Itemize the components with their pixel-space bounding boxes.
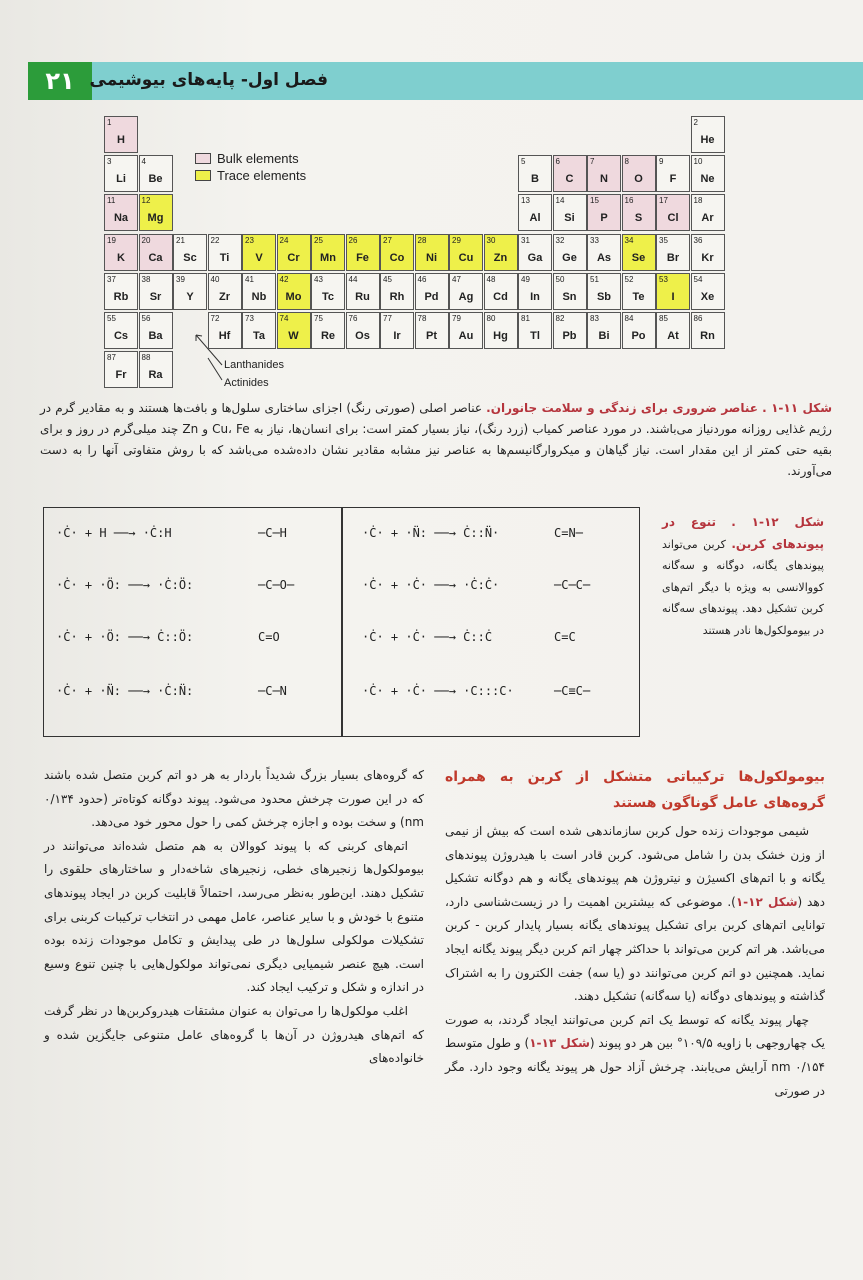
figure-1-11-label: شکل ۱۱-۱ . [762, 401, 832, 415]
element-cell-tl [518, 312, 552, 349]
legend-trace [195, 167, 306, 184]
element-number: 21 [176, 235, 185, 245]
element-symbol: Sc [183, 251, 197, 264]
element-number: 42 [279, 274, 289, 284]
element-number: 84 [624, 314, 634, 323]
element-cell-sr [139, 273, 173, 310]
element-cell-ba [139, 312, 173, 349]
element-symbol: In [530, 290, 540, 303]
element-number: 29 [452, 235, 461, 245]
element-symbol: Tl [530, 330, 540, 342]
right-paragraph-2 [445, 1009, 825, 1103]
element-number: 53 [659, 274, 668, 284]
legend-bulk-swatch [195, 153, 211, 164]
element-cell-n [587, 155, 621, 192]
element-symbol: S [634, 212, 643, 225]
element-symbol: At [667, 330, 679, 342]
element-cell-cu [449, 234, 483, 271]
element-cell-h [104, 116, 138, 153]
element-cell-ne [691, 155, 725, 192]
element-cell-fr [104, 351, 138, 388]
element-cell-as [587, 234, 621, 271]
element-symbol: Mn [320, 251, 336, 264]
element-number: 14 [555, 196, 565, 206]
element-number: 83 [590, 314, 599, 323]
figure-1-12-label: شکل ۱۲-۱ . [731, 515, 824, 529]
element-cell-os [346, 312, 380, 349]
left-paragraph-3: اغلب مولکول‌ها را می‌توان به عنوان مشتقات هیدروکربن‌ها در نظر گرفت که اتم‌های هیدروژن در آن‌ها با گروه‌های عامل متنوعی جایگزین شده و خانواده‌های [44, 1003, 424, 1066]
element-number: 16 [624, 196, 634, 206]
element-cell-br [656, 234, 690, 271]
element-cell-cr [277, 234, 311, 271]
element-number: 54 [693, 274, 703, 284]
left-column [44, 764, 424, 1071]
element-symbol: Na [113, 212, 129, 225]
element-symbol: Hf [218, 330, 231, 342]
element-symbol: Xe [700, 290, 715, 303]
figure-1-12-title: تنوع در پیوندهای کربن. [662, 515, 825, 551]
element-number: 11 [107, 196, 116, 206]
element-cell-ar [691, 194, 725, 231]
element-cell-b [518, 155, 552, 192]
element-cell-be [139, 155, 173, 192]
element-symbol: Rb [113, 290, 129, 303]
element-cell-in [518, 273, 552, 310]
right-p2b-text: ) و طول متوسط ۰/۱۵۴ nm آرایش می‌یابند. چرخش آزاد حول هر پیوند یگانه وجود دارد. مگر در صورتی [445, 1036, 825, 1098]
element-number: 28 [417, 235, 427, 245]
element-cell-tc [311, 273, 345, 310]
element-cell-zr [208, 273, 242, 310]
bond-equation-left-4: ·Ċ· + ·N̈: ──→ ·Ċ:N̈: [56, 684, 194, 698]
element-number: 72 [210, 314, 220, 323]
right-p1-text: شیمی موجودات زنده حول کربن سازماندهی شده است که بیش از نیمی از وزن خشک بدن را شامل می‌شود. کربن قادر است با هیدروژن پیوندهای یگانه و با اتم‌های اکسیژن و نیتروژن هم پیوندهای یگانه و هم دوگانه تشکیل دهد ( [445, 824, 825, 909]
element-number: 24 [279, 235, 289, 245]
element-symbol: H [117, 134, 125, 146]
element-number: 75 [314, 314, 323, 323]
element-number: 41 [245, 274, 254, 284]
element-symbol: Se [631, 251, 646, 264]
element-symbol: Ir [393, 330, 401, 342]
element-symbol: Ga [527, 251, 543, 264]
element-symbol: Ba [148, 330, 163, 342]
element-symbol: Rn [700, 330, 715, 342]
legend-trace-swatch [195, 170, 211, 181]
element-symbol: B [531, 173, 539, 186]
element-cell-au [449, 312, 483, 349]
element-number: 23 [245, 235, 254, 245]
bond-structure-right-2: ─C─C─ [554, 578, 591, 592]
element-cell-li [104, 155, 138, 192]
element-cell-cs [104, 312, 138, 349]
element-number: 10 [693, 157, 703, 167]
element-number: 87 [107, 353, 116, 363]
bond-structure-right-3: C=C [554, 630, 576, 644]
element-number: 36 [693, 235, 703, 245]
element-cell-cd [484, 273, 518, 310]
element-cell-o [622, 155, 656, 192]
element-cell-kr [691, 234, 725, 271]
element-cell-hg [484, 312, 518, 349]
element-cell-rb [104, 273, 138, 310]
element-number: 30 [486, 235, 496, 245]
element-symbol: Os [355, 330, 370, 342]
periodic-table [104, 116, 726, 394]
right-paragraph-1 [445, 820, 825, 1009]
element-cell-nb [242, 273, 276, 310]
figure-1-11-line3: میلی‌گرم در روز و برای بقیه حتی کمتر از این مقدار است. نیاز گیاهان و میکروارگانیسم‌ها به عناصر نیز مشابه مقادیر نشان داده‌شده می‌باشد که با [40, 422, 832, 457]
element-number: 26 [348, 235, 358, 245]
element-number: 25 [314, 235, 323, 245]
element-cell-ti [208, 234, 242, 271]
bond-equation-right-1: ·Ċ· + ·N̈: ──→ Ċ::N̈· [362, 526, 500, 540]
element-cell-ca [139, 234, 173, 271]
element-cell-ru [346, 273, 380, 310]
element-number: 34 [624, 235, 634, 245]
legend-bulk-label: Bulk elements [217, 151, 299, 166]
element-number: 17 [659, 196, 668, 206]
element-symbol: Mo [285, 290, 302, 303]
element-number: 19 [107, 235, 116, 245]
element-number: 13 [521, 196, 530, 206]
figure-1-11-caption [40, 398, 832, 482]
element-number: 7 [590, 157, 595, 167]
figure-1-11-line2: گرم در رژیم غذایی روزانه موردنیاز می‌باشند. در مورد عناصر کمیاب (زرد رنگ)، نیاز بسیار کمتر است: برای انسان‌ها، نیاز به Cu، Fe و Zn چند [40, 401, 832, 436]
element-symbol: As [596, 251, 612, 264]
section-heading: بیومولکول‌ها ترکیباتی متشکل از کربن به همراه گروه‌های عامل گوناگون هستند [445, 769, 825, 811]
element-cell-xe [691, 273, 725, 310]
element-number: 4 [141, 157, 146, 167]
bond-divider [341, 508, 343, 736]
legend-bulk [195, 150, 306, 167]
bond-equation-left-2: ·Ċ· + ·Ö: ──→ ·Ċ:Ö: [56, 578, 194, 592]
element-cell-pb [553, 312, 587, 349]
element-cell-w [277, 312, 311, 349]
element-symbol: Si [564, 212, 575, 225]
element-symbol: Zr [219, 290, 230, 303]
element-number: 85 [659, 314, 668, 323]
right-column [445, 764, 825, 1103]
element-cell-ag [449, 273, 483, 310]
element-cell-i [656, 273, 690, 310]
element-cell-s [622, 194, 656, 231]
element-symbol: Re [320, 330, 336, 342]
bond-equation-right-4: ·Ċ· + ·Ċ· ──→ ·C:::C· [362, 684, 514, 698]
element-symbol: Ar [701, 212, 714, 225]
element-cell-hf [208, 312, 242, 349]
figure-ref-1-13[interactable]: شکل ۱۳-۱ [529, 1036, 590, 1051]
element-symbol: Ag [458, 290, 474, 303]
element-number: 76 [348, 314, 358, 323]
element-number: 51 [590, 274, 599, 284]
element-symbol: Y [186, 290, 194, 303]
element-cell-cl [656, 194, 690, 231]
element-number: 47 [452, 274, 461, 284]
element-symbol: Ra [148, 369, 163, 382]
element-symbol: Po [631, 330, 646, 342]
element-number: 1 [107, 118, 112, 127]
element-number: 3 [107, 157, 112, 167]
element-cell-mg [139, 194, 173, 231]
element-cell-po [622, 312, 656, 349]
legend [195, 150, 306, 184]
element-symbol: Sn [562, 290, 577, 303]
element-cell-si [553, 194, 587, 231]
element-symbol: Cd [493, 290, 508, 303]
element-symbol: Ru [355, 290, 370, 303]
figure-ref-1-12[interactable]: شکل ۱۲-۱ [735, 894, 798, 909]
element-number: 74 [279, 314, 289, 323]
element-number: 44 [348, 274, 358, 284]
element-number: 6 [555, 157, 560, 167]
element-number: 46 [417, 274, 427, 284]
element-symbol: O [634, 173, 643, 186]
element-cell-zn [484, 234, 518, 271]
element-number: 48 [486, 274, 496, 284]
element-cell-sc [173, 234, 207, 271]
element-cell-pd [415, 273, 449, 310]
element-number: 32 [555, 235, 565, 245]
element-number: 86 [693, 314, 703, 323]
element-number: 79 [452, 314, 461, 323]
element-symbol: Br [666, 251, 680, 264]
figure-1-11-title: عناصر ضروری برای زندگی و سلامت جانوران. [486, 401, 758, 415]
element-symbol: Pd [424, 290, 439, 303]
element-symbol: Ca [148, 251, 163, 264]
element-cell-te [622, 273, 656, 310]
element-cell-sn [553, 273, 587, 310]
bond-equation-left-3: ·Ċ· + ·Ö: ──→ Ċ::Ö: [56, 630, 194, 644]
element-symbol: He [700, 134, 715, 146]
element-symbol: Al [529, 212, 541, 225]
element-symbol: Cs [113, 330, 129, 342]
element-symbol: Cu [458, 251, 474, 264]
chapter-title: فصل اول- پایه‌های بیوشیمی [89, 70, 328, 90]
element-symbol: I [671, 290, 675, 303]
element-cell-sb [587, 273, 621, 310]
element-cell-v [242, 234, 276, 271]
element-symbol: Co [389, 251, 405, 264]
bond-equation-right-3: ·Ċ· + ·Ċ· ──→ Ċ::Ċ [362, 630, 493, 644]
element-number: 37 [107, 274, 116, 284]
element-cell-bi [587, 312, 621, 349]
element-symbol: N [600, 173, 608, 186]
element-cell-ta [242, 312, 276, 349]
element-cell-at [656, 312, 690, 349]
element-cell-na [104, 194, 138, 231]
element-symbol: W [288, 330, 299, 342]
element-number: 12 [141, 196, 151, 206]
element-cell-y [173, 273, 207, 310]
element-cell-co [380, 234, 414, 271]
element-cell-al [518, 194, 552, 231]
element-cell-se [622, 234, 656, 271]
element-symbol: P [600, 212, 608, 225]
element-number: 78 [417, 314, 427, 323]
element-symbol: Fe [356, 251, 369, 264]
element-number: 31 [521, 235, 530, 245]
figure-1-12-text: کربن می‌تواند پیوندهای یگانه، دوگانه و سه‌گانه کووالانسی به ویژه با دیگر اتم‌های کربن تشکیل دهد. پیوندهای سه‌گانه در بیومولکول‌ها نادر هستند [662, 537, 824, 637]
element-number: 56 [141, 314, 151, 323]
right-p1b-text: ). موضوعی که بیشترین اهمیت را در زیست‌شناسی دارد، توانایی اتم‌های کربن برای تشکیل پیوندهای یگانه بسیار پایدار کربن - کربن می‌باشد. هر اتم کربن می‌تواند با حداکثر چهار اتم کربن دیگر پیوند یگانه ایجاد نماید. همچنین دو اتم کربن می‌توانند دو (یا سه) جفت الکترون را به اشتراک گذاشته و پیوندهای دوگانه (یا سه‌گانه) تشکیل دهند. [445, 894, 825, 1004]
element-number: 5 [521, 157, 526, 167]
element-number: 80 [486, 314, 496, 323]
element-number: 27 [383, 235, 392, 245]
element-symbol: Sr [149, 290, 162, 303]
element-symbol: Fr [115, 369, 127, 382]
element-cell-p [587, 194, 621, 231]
element-symbol: V [255, 251, 263, 264]
element-cell-ra [139, 351, 173, 388]
element-symbol: Hg [493, 330, 508, 342]
element-number: 22 [210, 235, 220, 245]
element-symbol: Rh [389, 290, 405, 303]
element-number: 38 [141, 274, 151, 284]
right-p2-text: چهار پیوند یگانه که توسط یک اتم کربن می‌توانند ایجاد گردند، به صورت یک چهاروجهی با زاویه ۱۰۹/۵° بین هر دو پیوند ( [445, 1012, 825, 1051]
element-cell-he [691, 116, 725, 153]
element-symbol: Ti [219, 251, 230, 264]
element-cell-rh [380, 273, 414, 310]
left-paragraph-1: که گروه‌های بسیار بزرگ شدیداً باردار به هر دو اتم کربن متصل شده باشند که در این صورت چرخش محدود می‌شود. پیوند دوگانه کوتاه‌تر (حدود ۰/۱۳۴ nm) و سخت بوده و اجازه چرخش کمی را حول محور خود می‌دهد. [44, 768, 424, 830]
element-number: 20 [141, 235, 151, 245]
actinides-label: Actinides [224, 377, 269, 389]
figure-1-12-caption [662, 512, 824, 641]
left-paragraph-2: اتم‌های کربنی که با پیوند کووالان به هم متصل شده‌اند می‌توانند در بیومولکول‌ها زنجیرهای خطی، زنجیرهای شاخه‌دار و ساختارهای حلقوی را تشکیل دهند. این‌طور به‌نظر می‌رسد، احتمالاً قابلیت کربن در ایجاد پیوندهای متنوع با خودش و با سایر عناصر، عامل مهمی در انتخاب ترکیبات کربنی برای تشکیلات مولکولی سلول‌ها در طی پیدایش و تکامل موجودات زنده بوده است. هیچ عنصر شیمیایی دیگری نمی‌تواند مولکول‌هایی با چنین تنوع وسیع در اندازه و شکل و ترکیب ایجاد کند. [44, 838, 424, 995]
element-number: 9 [659, 157, 664, 167]
element-number: 73 [245, 314, 254, 323]
bond-structure-left-1: ─C─H [258, 526, 287, 540]
element-cell-ge [553, 234, 587, 271]
element-symbol: Te [632, 290, 645, 303]
element-symbol: Ne [700, 173, 715, 186]
element-cell-f [656, 155, 690, 192]
element-symbol: Nb [251, 290, 267, 303]
element-number: 40 [210, 274, 220, 284]
element-symbol: Sb [596, 290, 612, 303]
element-symbol: Cr [287, 251, 300, 264]
element-symbol: Au [458, 330, 474, 342]
element-symbol: Cl [667, 212, 679, 225]
element-number: 18 [693, 196, 703, 206]
element-cell-pt [415, 312, 449, 349]
lanthanides-label: Lanthanides [224, 359, 284, 371]
element-number: 82 [555, 314, 565, 323]
element-number: 88 [141, 353, 151, 363]
element-number: 81 [521, 314, 530, 323]
element-symbol: Tc [321, 290, 335, 303]
element-number: 49 [521, 274, 530, 284]
element-cell-k [104, 234, 138, 271]
element-number: 50 [555, 274, 565, 284]
element-symbol: Mg [147, 212, 164, 225]
legend-trace-label: Trace elements [217, 168, 307, 183]
element-number: 52 [624, 274, 634, 284]
element-number: 77 [383, 314, 392, 323]
element-symbol: F [669, 173, 677, 186]
bond-structure-left-4: ─C─N [258, 684, 287, 698]
element-symbol: Ta [252, 330, 266, 342]
element-cell-re [311, 312, 345, 349]
element-number: 55 [107, 314, 116, 323]
element-cell-c [553, 155, 587, 192]
element-number: 35 [659, 235, 668, 245]
element-number: 33 [590, 235, 599, 245]
element-cell-ni [415, 234, 449, 271]
figure-1-11-line1: عناصر اصلی (صورتی رنگ) اجزای ساختاری سلول‌ها و بافت‌ها هستند و به مقادیر [79, 401, 483, 415]
bond-equation-left-1: ·Ċ· + H ──→ ·Ċ:H [56, 526, 172, 540]
bond-structure-left-2: ─C─O─ [258, 578, 295, 592]
bond-structure-right-4: ─C≡C─ [554, 684, 591, 698]
element-number: 45 [383, 274, 392, 284]
page-number: ۲۱ [28, 62, 92, 100]
element-symbol: Zn [493, 251, 508, 264]
element-symbol: C [565, 173, 574, 186]
element-symbol: Bi [598, 330, 610, 342]
element-symbol: Be [148, 173, 163, 186]
element-symbol: Li [116, 173, 126, 186]
element-cell-mn [311, 234, 345, 271]
bond-diagram [43, 507, 640, 737]
figure-1-11-line4: روش متفاوتی آنها را به دست می‌آورند. [40, 443, 832, 478]
element-number: 43 [314, 274, 323, 284]
element-symbol: Ge [562, 251, 577, 264]
element-symbol: K [117, 251, 125, 264]
element-number: 2 [693, 118, 698, 127]
element-symbol: Pb [562, 330, 577, 342]
element-cell-mo [277, 273, 311, 310]
bond-structure-left-3: C=O [258, 630, 280, 644]
element-cell-ir [380, 312, 414, 349]
element-symbol: Pt [426, 330, 437, 342]
bond-equation-right-2: ·Ċ· + ·Ċ· ──→ ·Ċ:Ċ· [362, 578, 500, 592]
element-symbol: Ni [426, 251, 437, 264]
element-number: 8 [624, 157, 629, 167]
element-cell-ga [518, 234, 552, 271]
element-number: 15 [590, 196, 599, 206]
element-cell-rn [691, 312, 725, 349]
element-cell-fe [346, 234, 380, 271]
element-symbol: Kr [701, 251, 714, 264]
bond-structure-right-1: C=N─ [554, 526, 583, 540]
element-number: 39 [176, 274, 185, 284]
